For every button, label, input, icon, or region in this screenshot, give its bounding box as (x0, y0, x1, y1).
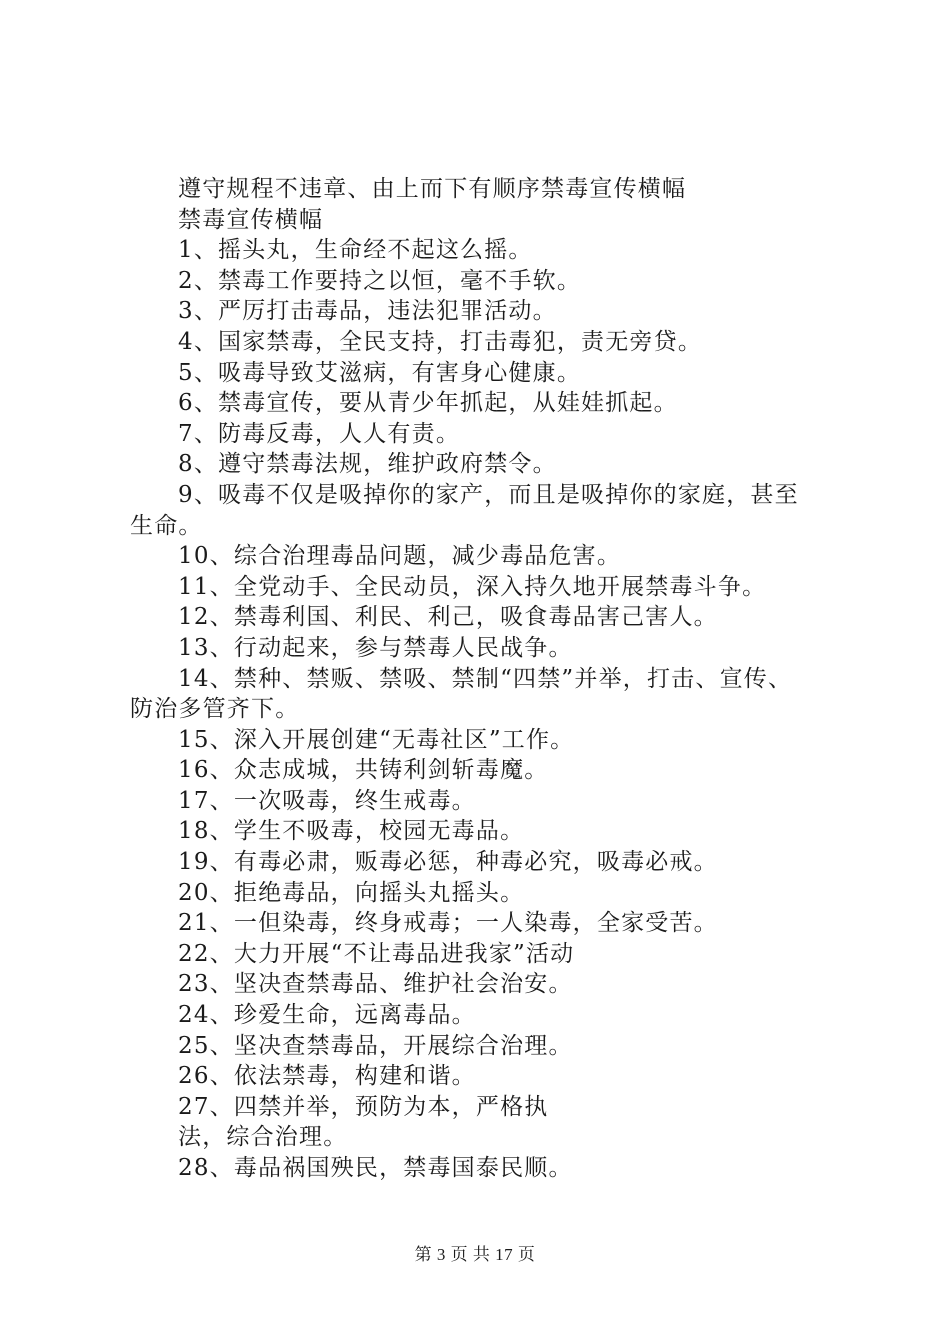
slogan-line: 2、禁毒工作要持之以恒，毫不手软。 (178, 267, 582, 294)
slogan-line: 18、学生不吸毒，校园无毒品。 (178, 818, 525, 845)
slogan-line: 11、全党动手、全民动员，深入持久地开展禁毒斗争。 (178, 573, 767, 600)
slogan-line: 27、四禁并举，预防为本，严格执 (178, 1093, 549, 1120)
slogan-line: 23、坚决查禁毒品、维护社会治安。 (178, 971, 573, 998)
slogan-line: 19、有毒必肃，贩毒必惩，种毒必究，吸毒必戒。 (178, 849, 718, 876)
slogan-line: 4、国家禁毒，全民支持，打击毒犯，责无旁贷。 (178, 328, 703, 355)
page-footer: 第 3 页 共 17 页 (414, 1245, 536, 1264)
slogan-line: 生命。 (130, 512, 203, 539)
slogan-line: 8、遵守禁毒法规，维护政府禁令。 (178, 451, 557, 478)
slogan-line: 24、珍爱生命，远离毒品。 (178, 1002, 476, 1029)
slogan-line: 3、严厉打击毒品，违法犯罪活动。 (178, 298, 557, 325)
slogan-line: 25、坚决查禁毒品，开展综合治理。 (178, 1032, 573, 1059)
slogan-line: 7、防毒反毒，人人有责。 (178, 420, 461, 447)
slogan-line: 6、禁毒宣传，要从青少年抓起，从娃娃抓起。 (178, 390, 678, 417)
slogan-line: 法，综合治理。 (178, 1124, 348, 1151)
slogan-line: 28、毒品祸国殃民，禁毒国泰民顺。 (178, 1155, 573, 1181)
slogan-line: 22、大力开展“不让毒品进我家”活动 (178, 940, 575, 967)
slogan-line: 12、禁毒利国、利民、利己，吸食毒品害己害人。 (178, 604, 718, 631)
slogan-line: 16、众志成城，共铸利剑斩毒魔。 (178, 757, 549, 784)
slogan-line: 5、吸毒导致艾滋病，有害身心健康。 (178, 359, 582, 386)
document-body (130, 174, 835, 1184)
slogan-line: 17、一次吸毒，终生戒毒。 (178, 787, 476, 814)
document-subtitle: 禁毒宣传横幅 (178, 206, 324, 233)
slogan-line: 9、吸毒不仅是吸掉你的家产，而且是吸掉你的家庭，甚至 (178, 481, 799, 508)
slogan-line: 20、拒绝毒品，向摇头丸摇头。 (178, 879, 525, 906)
slogan-line: 1、摇头丸，生命经不起这么摇。 (178, 237, 533, 264)
slogan-line: 10、综合治理毒品问题，减少毒品危害。 (178, 543, 622, 570)
slogan-line: 15、深入开展创建“无毒社区”工作。 (178, 726, 575, 753)
slogan-line: 13、行动起来，参与禁毒人民战争。 (178, 634, 573, 661)
slogan-line: 21、一但染毒，终身戒毒；一人染毒，全家受苦。 (178, 910, 718, 937)
slogan-line: 26、依法禁毒，构建和谐。 (178, 1063, 476, 1090)
slogan-line: 防治多管齐下。 (130, 696, 300, 723)
document-title: 遵守规程不违章、由上而下有顺序禁毒宣传横幅 (178, 176, 687, 202)
slogan-list (130, 235, 835, 1183)
slogan-line: 14、禁种、禁贩、禁吸、禁制“四禁”并举，打击、宣传、 (178, 665, 793, 692)
